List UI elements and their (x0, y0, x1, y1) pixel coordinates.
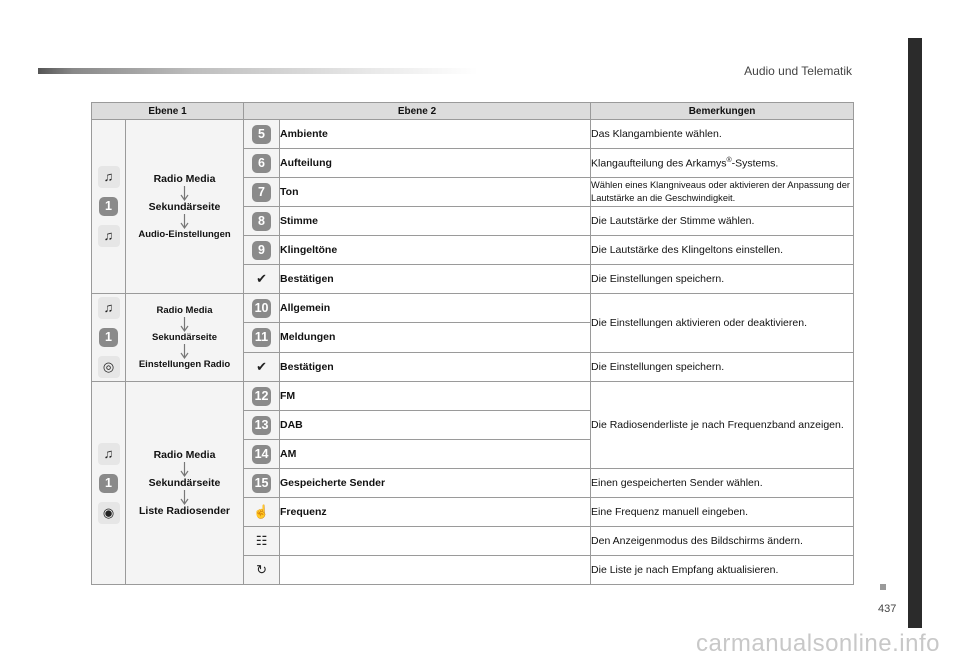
music-note-icon: ♫ (98, 166, 120, 188)
menu-path (126, 382, 244, 585)
music-settings-icon: ♫ (98, 225, 120, 247)
step-badge: 10 (252, 299, 271, 318)
path-step: Einstellungen Radio (138, 359, 231, 370)
option-remark: Eine Frequenz manuell eingeben. (591, 498, 854, 527)
step-badge: 8 (252, 212, 271, 231)
header-gradient-bar (38, 68, 478, 74)
music-note-icon: ♫ (98, 443, 120, 465)
option-remark: Die Radiosenderliste je nach Frequenzband anzeigen. (591, 382, 854, 469)
path-step: Radio Media (156, 305, 213, 316)
option-remark: Die Lautstärke des Klingeltons einstellen. (591, 236, 854, 265)
option-remark: Die Liste je nach Empfang aktualisieren. (591, 556, 854, 585)
path-step: Radio Media (153, 173, 216, 185)
option-label: Allgemein (280, 294, 591, 323)
arrow-down-icon (180, 213, 189, 229)
group-icon-cell (92, 382, 126, 585)
col-header-remarks: Bemerkungen (591, 103, 854, 120)
option-remark: Die Einstellungen speichern. (591, 265, 854, 294)
option-label: Klingeltöne (280, 236, 591, 265)
radio-wave-icon: ◉ (98, 502, 120, 524)
option-label: Meldungen (280, 323, 591, 352)
group-icon-cell (92, 294, 126, 382)
level-badge: 1 (99, 474, 118, 493)
option-remark: Das Klangambiente wählen. (591, 120, 854, 149)
arrow-down-icon (180, 461, 189, 477)
arrow-down-icon (180, 316, 189, 332)
path-step: Sekundärseite (148, 477, 221, 489)
step-badge: 7 (252, 183, 271, 202)
option-label: Stimme (280, 207, 591, 236)
col-header-level1: Ebene 1 (92, 103, 244, 120)
watermark: carmanualsonline.info (696, 630, 940, 657)
display-mode-icon: ☷ (255, 533, 268, 548)
option-remark: Die Einstellungen speichern. (591, 352, 854, 381)
option-label: Bestätigen (280, 352, 591, 381)
option-label (280, 527, 591, 556)
option-remark: Wählen eines Klangniveaus oder aktivieren der Anpassung der Lautstärke an die Geschwindigkeit. (591, 178, 854, 207)
path-step: Audio-Einstellungen (138, 229, 231, 240)
path-step: Sekundärseite (152, 332, 217, 343)
step-badge: 5 (252, 125, 271, 144)
level-badge: 1 (99, 197, 118, 216)
option-label: DAB (280, 411, 591, 440)
path-step: Radio Media (153, 449, 216, 461)
option-label (280, 556, 591, 585)
step-badge: 13 (252, 416, 271, 435)
option-remark: Die Einstellungen aktivieren oder deaktivieren. (591, 294, 854, 353)
option-label: Ton (280, 178, 591, 207)
step-badge: 9 (252, 241, 271, 260)
radio-settings-icon: ◎ (98, 356, 120, 378)
menu-path (126, 294, 244, 382)
table-row (92, 120, 854, 149)
table-row (92, 294, 854, 323)
checkmark-icon: ✔ (256, 271, 267, 286)
col-header-level2: Ebene 2 (244, 103, 591, 120)
step-badge: 12 (252, 387, 271, 406)
step-badge: 11 (252, 328, 271, 347)
path-step: Sekundärseite (148, 201, 221, 213)
page-marker (880, 584, 886, 590)
settings-table (91, 102, 854, 585)
table-row (92, 382, 854, 411)
checkmark-icon: ✔ (256, 358, 267, 374)
step-badge: 6 (252, 154, 271, 173)
option-label: Gespeicherte Sender (280, 469, 591, 498)
path-step: Liste Radiosender (138, 505, 231, 517)
option-label: AM (280, 440, 591, 469)
option-remark: Klangaufteilung des Arkamys®-Systems. (591, 149, 854, 178)
option-label: Aufteilung (280, 149, 591, 178)
refresh-icon: ↻ (256, 562, 267, 577)
chapter-strip (908, 38, 922, 628)
page-number: 437 (878, 603, 897, 615)
option-label: Bestätigen (280, 265, 591, 294)
music-note-icon: ♫ (98, 297, 120, 319)
menu-path (126, 120, 244, 294)
level-badge: 1 (99, 328, 118, 347)
page-section-title: Audio und Telematik (744, 64, 852, 78)
option-remark: Den Anzeigenmodus des Bildschirms ändern. (591, 527, 854, 556)
group-icon-cell (92, 120, 126, 294)
option-label: Frequenz (280, 498, 591, 527)
option-remark: Einen gespeicherten Sender wählen. (591, 469, 854, 498)
step-badge: 14 (252, 445, 271, 464)
arrow-down-icon (180, 343, 189, 359)
arrow-down-icon (180, 489, 189, 505)
hand-pointer-icon: ☝ (253, 504, 270, 519)
step-badge: 15 (252, 474, 271, 493)
option-label: FM (280, 382, 591, 411)
option-remark: Die Lautstärke der Stimme wählen. (591, 207, 854, 236)
option-label: Ambiente (280, 120, 591, 149)
arrow-down-icon (180, 185, 189, 201)
